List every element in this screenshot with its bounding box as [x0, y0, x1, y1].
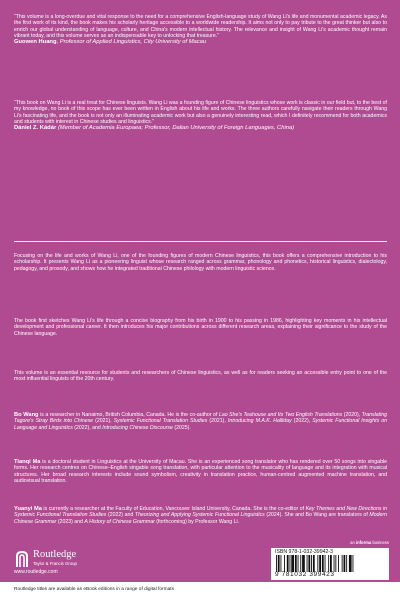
review-2-affiliation: (Member of Academia Europaea; Professor, Dalian University of Foreign Languages, China): [57, 125, 295, 132]
description-paragraph: This volume is an essential resource for students and researchers of Chinese linguistics, as well as for readers seeking an accessible entry point to one of the most influential linguists of the 20th century.: [14, 370, 387, 383]
review-2-attribution: [14, 125, 387, 131]
author-bio-yuanyi-ma: Yuanyi Ma is currently a researcher at the Faculty of Education, Vancouver Island University, Canada. She is the co-editor of Key Themes and New Directions in Systemic Functional Translation Studies (2022) and Theorizing and Applying Systemic Functional Linguistics (2024). She and Bo Wang are translators of Modern Chinese Grammar (2023) and A History of Chinese Grammar (forthcoming) by Professor Wang Li.: [14, 506, 387, 525]
author-bio-bo-wang: Bo Wang is a researcher in Nanaimo, British Columbia, Canada. He is the co-author of Lao She's Teahouse and Its Two English Translations (2020), Translating Tagore's Stray Birds into Chinese (2021), Systemic Functional Translation Studies (2021), Introducing M.A.K. Halliday (2022), Systemic Functional Insights on Language and Linguistics (2022), and Introducing Chinese Discourse (2025).: [14, 412, 387, 431]
description-paragraph: The book first sketches Wang Li's life through a concise biography from his birth in 1900 to his passing in 1986, highlighting key moments in his intellectual development and professional career. It then introduces his major contributions across different research areas, explaining their significance to the study of the Chinese language.: [14, 318, 387, 337]
review-1-affiliation: Professor of Applied Linguistics, City University of Macau: [59, 39, 207, 46]
informa-tagline: an informa business: [350, 540, 389, 545]
review-1: [14, 14, 387, 46]
publisher-name: Routledge: [33, 549, 77, 560]
review-1-reviewer: Guowen Huang: [14, 39, 57, 46]
description-paragraph: Focusing on the life and works of Wang Li, one of the founding figures of modern Chinese linguistics, this book offers a comprehensive introduction to his scholarship. It presents Wang Li as a pioneering linguist whose research ranged across grammar, phonology and phonetics, historical linguistics, dialectology, pedagogy, and prosody, and shows how he integrated traditional Chinese philology with modern linguistic science.: [14, 253, 387, 272]
publisher-logo: [14, 548, 104, 576]
review-2-reviewer: Dániel Z. Kádár: [14, 125, 57, 132]
publisher-url[interactable]: www.routledge.com: [14, 569, 58, 575]
review-1-attribution: Guowen Huang, Professor of Applied Linguistics, City University of Macau: [14, 39, 207, 46]
publisher-group: Taylor & Francis Group: [33, 561, 77, 566]
barcode-digits: 9 781032 399423: [275, 571, 335, 578]
review-2-quote: “This book on Wang Li is a real treat for Chinese linguists. Wang Li was a founding figure of Chinese linguistics whose work is classic in our field but, to the best of my knowledge, no book of this scope has ever been written in English about his life and works. The three authors carefully navigate their readers through Wang Li's fascinating life, and the book is not only an illuminating academic work but also a genuinely interesting read, which I definitely recommend for both academics and students with interest in Chinese studies and linguistics.”: [14, 100, 387, 126]
footer-strip: [0, 582, 400, 600]
divider: [14, 241, 387, 242]
author-bio-tianqi-ma: Tianqi Ma is a doctoral student in Linguistics at the University of Macau. She is an experienced song translator who has rendered over 50 songs into singable forms. Her research centres on Chinese–English singable song translation, with particular attention to the musicality of language and its integration with musical structures. Her broad research interests include sound symbolism, creativity in translation practice, human-centred augmented machine translation, and audiovisual translation.: [14, 459, 387, 485]
author-name: Tianqi Ma: [14, 459, 41, 465]
routledge-logo-icon: [14, 550, 30, 568]
review-1-quote: “This volume is a long-overdue and vital response to the need for a comprehensive English-language study of Wang Li's life and monumental academic legacy. As the first work of its kind, the book makes his scholarly heritage accessible to a worldwide readership. It aims not only to pay tribute to the great thinker but also to enrich our global understanding of language, culture, and China's modern intellectual history. The relevance and insight of Wang Li's academic thought remain vibrant today, and this volume serves as an indispensable key to unlocking that treasure.”: [14, 14, 387, 40]
isbn-label: ISBN 978-1-032-39942-3: [275, 549, 333, 555]
review-2: [14, 100, 387, 132]
barcode-area: [271, 540, 389, 580]
author-name: Bo Wang: [14, 412, 39, 418]
barcode-icon: [275, 555, 385, 572]
author-name: Yuanyi Ma: [14, 506, 42, 512]
barcode-box: [271, 548, 389, 580]
footer-text: Routledge titles are available as eBook editions in a range of digital formats: [14, 587, 174, 592]
